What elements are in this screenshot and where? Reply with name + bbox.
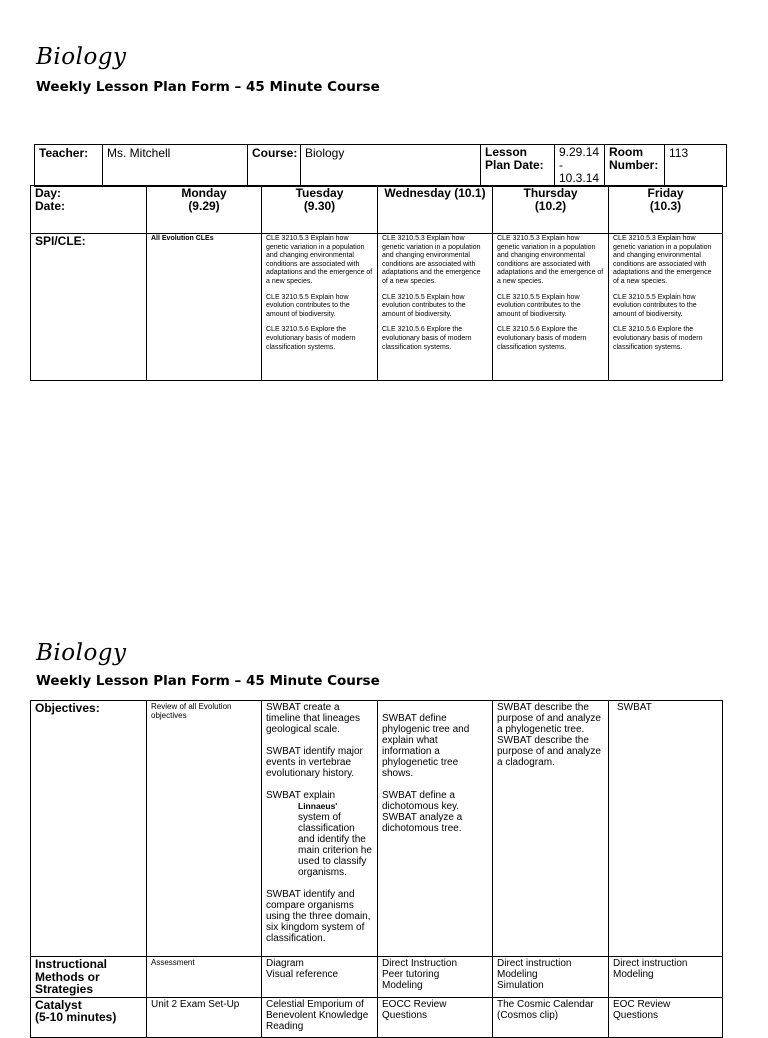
method-item: Diagram — [266, 958, 304, 969]
cle-item: CLE 3210.5.3 Explain how genetic variation in a population and changing environmental conditions are associated with adaptations and the emergence of a new species. — [613, 235, 712, 285]
page-title: Biology — [36, 640, 127, 666]
methods-label-line: Strategies — [35, 982, 94, 996]
page-subtitle: Weekly Lesson Plan Form – 45 Minute Course — [36, 79, 380, 95]
day-header-friday — [609, 186, 723, 234]
day-date: (10.2) — [534, 199, 567, 213]
methods-thursday — [493, 957, 609, 998]
day-header-wednesday — [378, 186, 493, 234]
objectives-monday: Review of all Evolution objectives — [147, 701, 262, 957]
cle-item: CLE 3210.5.5 Explain how evolution contributes to the amount of biodiversity. — [266, 293, 350, 318]
teacher-label: Teacher: — [35, 145, 103, 187]
objectives-friday: SWBAT — [609, 701, 723, 957]
day-name: Wednesday (10.1) — [384, 186, 486, 200]
spi-thursday — [493, 234, 609, 381]
method-item: Peer tutoring — [382, 969, 440, 980]
day-date: (9.30) — [303, 199, 336, 213]
catalyst-thursday: The Cosmic Calendar (Cosmos clip) — [493, 997, 609, 1037]
catalyst-label — [31, 997, 147, 1037]
spi-wednesday — [378, 234, 493, 381]
method-item: Direct Instruction — [382, 958, 458, 969]
cle-item: CLE 3210.5.5 Explain how evolution contributes to the amount of biodiversity. — [382, 293, 466, 318]
week-table — [30, 185, 723, 381]
day-date-label — [31, 186, 147, 234]
cle-item: CLE 3210.5.3 Explain how genetic variation in a population and changing environmental conditions are associated with adaptations and the emergence of a new species. — [382, 235, 481, 285]
page-subtitle: Weekly Lesson Plan Form – 45 Minute Course — [36, 673, 380, 689]
objective-item: SWBAT identify major events in vertebrae evolutionary history. — [266, 746, 363, 779]
objective-item: SWBAT create a timeline that lineages geological scale. — [266, 702, 360, 735]
methods-label-line: Methods or — [35, 969, 100, 984]
day-header-tuesday — [262, 186, 378, 234]
methods-tuesday — [262, 957, 378, 998]
objective-item: SWBAT define phylogenic tree and explain what information a phylogenetic tree shows. — [382, 713, 470, 779]
room-label-line-1: Room — [609, 145, 643, 159]
objective-text: Linnaeus' — [298, 801, 338, 811]
spi-friday — [609, 234, 723, 381]
day-header-monday — [147, 186, 262, 234]
lesson-plan-date-label — [481, 145, 555, 187]
method-item: Direct instruction — [613, 958, 688, 969]
method-item: Visual reference — [266, 969, 339, 980]
cle-item: CLE 3210.5.6 Explore the evolutionary basis of modern classification systems. — [497, 326, 587, 351]
catalyst-tuesday: Celestial Emporium of Benevolent Knowledge Reading — [262, 997, 378, 1037]
catalyst-friday: EOC Review Questions — [609, 997, 723, 1037]
method-item: Modeling — [497, 969, 538, 980]
cle-item: CLE 3210.5.6 Explore the evolutionary basis of modern classification systems. — [613, 326, 703, 351]
objective-text: SWBAT explain — [266, 790, 336, 801]
method-item: Modeling — [382, 980, 423, 991]
cle-item: CLE 3210.5.6 Explore the evolutionary basis of modern classification systems. — [266, 326, 356, 351]
objective-item: SWBAT analyze a dichotomous tree. — [382, 812, 463, 834]
cle-item: CLE 3210.5.5 Explain how evolution contributes to the amount of biodiversity. — [497, 293, 581, 318]
objectives-table — [30, 700, 723, 1038]
methods-label-line: Instructional — [35, 957, 108, 971]
catalyst-monday: Unit 2 Exam Set-Up — [147, 997, 262, 1037]
methods-wednesday — [378, 957, 493, 998]
cle-item: CLE 3210.5.6 Explore the evolutionary basis of modern classification systems. — [382, 326, 472, 351]
objective-item: SWBAT identify and compare organisms using the three domain, six kingdom system of classification. — [266, 889, 371, 944]
objective-item — [266, 790, 373, 878]
header-table — [34, 144, 727, 187]
page-title: Biology — [36, 44, 127, 70]
lesson-label-line-1: Lesson — [485, 145, 528, 159]
methods-label — [31, 957, 147, 998]
objectives-wednesday — [378, 701, 493, 957]
method-item: Direct instruction — [497, 958, 572, 969]
objectives-tuesday — [262, 701, 378, 957]
catalyst-label-line: (5-10 minutes) — [35, 1010, 117, 1024]
lesson-label-line-2: Plan Date: — [485, 158, 544, 172]
course-value: Biology — [301, 145, 481, 187]
cle-item: CLE 3210.5.5 Explain how evolution contributes to the amount of biodiversity. — [613, 293, 697, 318]
day-name: Tuesday — [295, 186, 344, 200]
day-header-thursday — [493, 186, 609, 234]
methods-friday — [609, 957, 723, 998]
methods-monday: Assessment — [147, 957, 262, 998]
day-date: (10.3) — [649, 199, 682, 213]
lesson-date-start: 9.29.14 — [559, 145, 600, 159]
lesson-plan-date-value — [555, 145, 605, 187]
spi-cle-label: SPI/CLE: — [31, 234, 147, 381]
objectives-thursday — [493, 701, 609, 957]
room-number-label — [605, 145, 665, 187]
day-name: Friday — [647, 186, 684, 200]
room-label-line-2: Number: — [609, 158, 659, 172]
catalyst-label-line: Catalyst — [35, 997, 82, 1012]
method-item: Modeling — [613, 969, 654, 980]
objective-item: SWBAT describe the purpose of and analyze a cladogram. — [497, 735, 601, 768]
date-label: Date: — [35, 199, 66, 213]
objectives-label: Objectives: — [31, 701, 147, 957]
lesson-date-end: 10.3.14 — [559, 171, 600, 185]
cle-item: CLE 3210.5.3 Explain how genetic variation in a population and changing environmental conditions are associated with adaptations and the emergence of a new species. — [497, 235, 604, 285]
catalyst-wednesday: EOCC Review Questions — [378, 997, 493, 1037]
room-number-value: 113 — [665, 145, 727, 187]
objective-text: system of classification and identify the main criterion he used to classify organisms. — [298, 812, 372, 878]
day-date: (9.29) — [188, 199, 220, 213]
objective-item: SWBAT describe the purpose of and analyze a phylogenetic tree. — [497, 702, 601, 735]
day-label: Day: — [35, 186, 62, 200]
day-name: Monday — [181, 186, 227, 200]
cle-item: CLE 3210.5.3 Explain how genetic variation in a population and changing environmental conditions are associated with adaptations and the emergence of a new species. — [266, 235, 373, 285]
spi-monday: All Evolution CLEs — [147, 234, 262, 381]
course-label: Course: — [248, 145, 301, 187]
objective-item: SWBAT define a dichotomous key. — [382, 790, 460, 812]
spi-tuesday — [262, 234, 378, 381]
day-name: Thursday — [523, 186, 578, 200]
teacher-value: Ms. Mitchell — [103, 145, 248, 187]
lesson-date-dash: - — [559, 158, 563, 172]
method-item: Simulation — [497, 980, 544, 991]
